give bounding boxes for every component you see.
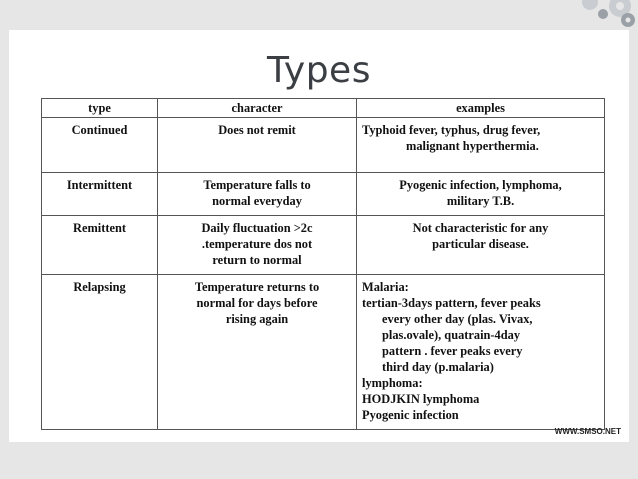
example-line: malignant hyperthermia. [406, 139, 539, 153]
example-line: tertian-3days pattern, fever peaks [362, 296, 541, 310]
table-header-row [42, 99, 605, 118]
column-header-character: character [158, 99, 357, 118]
example-line: HODJKIN lymphoma [362, 392, 480, 406]
examples-cell [357, 216, 605, 275]
table-row [42, 216, 605, 275]
example-line: Malaria: [362, 280, 409, 294]
character-line: Does not remit [218, 123, 296, 137]
type-cell: Continued [42, 118, 158, 173]
example-line: military T.B. [446, 194, 515, 208]
character-line: normal everyday [212, 194, 302, 208]
example-line: third day (p.malaria) [382, 360, 494, 374]
character-line: Temperature returns to [194, 280, 320, 294]
character-line: normal for days before [196, 296, 318, 310]
gears-decoration-icon [528, 0, 638, 32]
column-header-examples: examples [357, 99, 605, 118]
character-line: .temperature dos not [201, 237, 313, 251]
examples-cell [357, 275, 605, 430]
character-line: Temperature falls to [203, 178, 311, 192]
column-header-type: type [42, 99, 158, 118]
character-line: return to normal [212, 253, 302, 267]
character-cell [158, 216, 357, 275]
type-cell: Remittent [42, 216, 158, 275]
fever-types-table [41, 98, 605, 430]
character-line: Daily fluctuation >2c [201, 221, 313, 235]
type-cell: Intermittent [42, 173, 158, 216]
example-line: Pyogenic infection [362, 408, 459, 422]
example-line: plas.ovale), quatrain-4day [382, 328, 521, 342]
example-line: Not characteristic for any [412, 221, 549, 235]
examples-cell [357, 118, 605, 173]
type-cell: Relapsing [42, 275, 158, 430]
character-line: rising again [225, 312, 289, 326]
example-line: Typhoid fever, typhus, drug fever, [362, 123, 541, 137]
table-row [42, 173, 605, 216]
character-cell [158, 118, 357, 173]
example-line: particular disease. [432, 237, 529, 251]
examples-cell [357, 173, 605, 216]
example-line: every other day (plas. Vivax, [382, 312, 533, 326]
table-row [42, 275, 605, 430]
example-line: Pyogenic infection, lymphoma, [399, 178, 562, 192]
character-cell [158, 275, 357, 430]
footer-url: WWW.SMSO.NET [554, 427, 621, 436]
page-title: Types [267, 50, 371, 91]
character-cell [158, 173, 357, 216]
example-line: pattern . fever peaks every [382, 344, 523, 358]
table-row [42, 118, 605, 173]
example-line: lymphoma: [362, 376, 423, 390]
